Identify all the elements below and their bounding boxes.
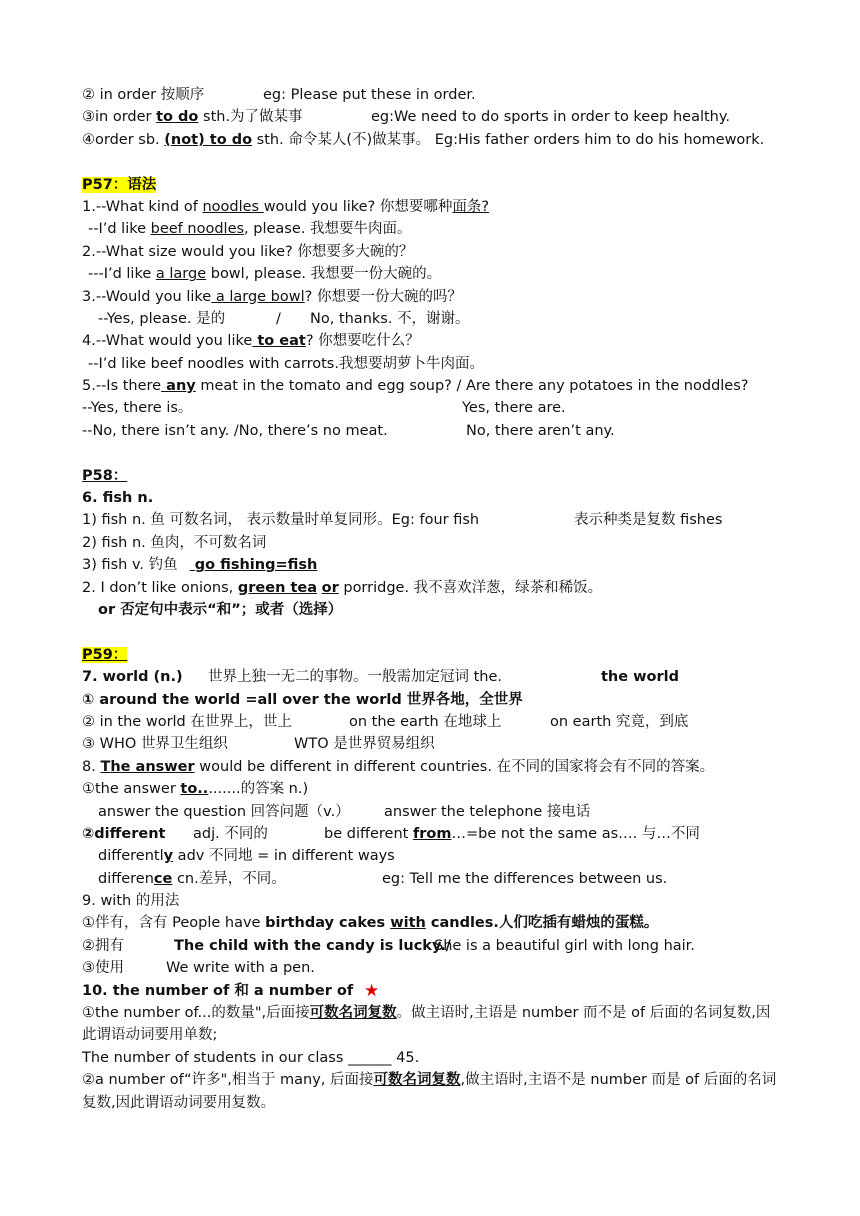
text: differen (98, 870, 154, 887)
heading: P57：语法 (82, 176, 157, 193)
text: 9. with 的用法 (82, 893, 180, 910)
text: ①伴有，含有 People have (82, 915, 266, 932)
line-differently (82, 845, 782, 867)
text: 7. world (n.) (82, 669, 183, 686)
text: ① around the world =all over the world 世界各地，全世界 (82, 691, 523, 708)
text: ② in order 按顺序 (82, 87, 205, 103)
line-q5 (82, 375, 782, 397)
text: eg: Please put these in order. (263, 87, 476, 103)
text: WTO 是世界贸易组织 (294, 736, 435, 753)
text: birthday cakes (265, 915, 391, 932)
text: or 否定句中表示“和”；或者（选择） (98, 601, 343, 618)
line-fish-1 (82, 509, 782, 531)
text: --I’d like (88, 221, 151, 238)
text: 8. (82, 758, 101, 775)
text: 。做主语时,主语是 number 而不是 of 后面的名词复数,因此谓语动词要用单数; (82, 1005, 771, 1044)
text: No, thanks. 不，谢谢。 (310, 310, 470, 327)
text: ce (153, 870, 173, 887)
text: The answer (100, 758, 195, 775)
line-a4 (82, 353, 782, 375)
line-q1 (82, 196, 782, 218)
text: No, there aren’t any. (466, 422, 615, 439)
section-heading-p58 (82, 465, 782, 487)
text: 2.--What size would you like? 你想要多大碗的？ (82, 243, 414, 260)
text: on earth 究竟，到底 (550, 713, 689, 730)
line-answer-2 (82, 801, 782, 823)
text: 2. I don’t like onions, (82, 579, 238, 596)
text: We write with a pen. (166, 960, 315, 977)
line-q4 (82, 330, 782, 352)
star-icon: ★ (364, 980, 380, 1001)
line-with-3 (82, 957, 782, 979)
text: eg:We need to do sports in order to keep healthy. (371, 109, 730, 126)
text: a large (155, 266, 207, 283)
text: a large bowl (211, 288, 305, 305)
line-in-order (82, 84, 782, 106)
text: to eat (252, 333, 306, 350)
para-the-number-of (82, 1002, 782, 1047)
text: green tea (237, 579, 318, 596)
line-answer-1 (82, 778, 782, 800)
text: , please. 我想要牛肉面。 (244, 221, 412, 238)
text: ③ WHO 世界卫生组织 (82, 736, 228, 753)
line-onions (82, 577, 782, 599)
text: --No, there isn’t any. /No, there’s no meat. (82, 422, 388, 439)
text: to do (156, 109, 199, 126)
text: noodles (202, 198, 264, 215)
text: 4.--What would you like (82, 333, 253, 350)
line-fish-3 (82, 554, 782, 576)
line-number-title (82, 980, 782, 1002)
text: 可数名词复数 (373, 1072, 461, 1089)
text: 面条? (452, 198, 490, 215)
text: differentl (98, 848, 164, 865)
text: 3) fish v. 钓鱼 (82, 557, 178, 574)
text: from (412, 825, 452, 842)
text: ①the answer (82, 781, 181, 798)
text: eg: Tell me the differences between us. (382, 870, 668, 887)
text: on the earth 在地球上 (349, 713, 502, 730)
text: 世界上独一无二的事物。一般需加定冠词 the. (208, 669, 503, 686)
text: adv 不同地 = in different ways (173, 848, 395, 865)
text: ②different (82, 825, 166, 842)
text: 表示种类是复数 fishes (574, 512, 723, 529)
text: 3.--Would you like (82, 288, 212, 305)
text: / (276, 310, 281, 327)
line-q3 (82, 286, 782, 308)
text: ② in the world 在世界上，世上 (82, 713, 292, 730)
text: ---I’d like (88, 266, 156, 283)
line-a2 (82, 263, 782, 285)
line-fish-title (82, 487, 782, 509)
text: ①the number of...的数量",后面接 (82, 1005, 310, 1022)
text: ④order sb. (82, 131, 165, 148)
text: the world (601, 669, 679, 686)
text: ③使用 (82, 960, 124, 977)
text: beef noodles (150, 221, 245, 238)
line-or-note (82, 599, 782, 621)
text: adj. 不同的 (193, 825, 268, 842)
line-answer-title (82, 756, 782, 778)
text: The child with the candy is lucky./ (174, 937, 451, 954)
text: would be different in different countries. 在不同的国家将会有不同的答案。 (194, 758, 715, 775)
text: 1.--What kind of (82, 198, 203, 215)
text: ②a number of“许多",相当于 many, 后面接 (82, 1072, 374, 1089)
line-a5-no (82, 420, 782, 442)
line-with-title (82, 890, 782, 912)
line-world-2 (82, 711, 782, 733)
text: any (161, 378, 196, 395)
line-q2 (82, 241, 782, 263)
heading: P59： (82, 646, 128, 663)
text: ③in order (82, 109, 157, 126)
text: answer the telephone 接电话 (384, 803, 591, 820)
text: go fishing=fish (189, 557, 318, 574)
line-world-title (82, 666, 782, 688)
text: 可数名词复数 (309, 1005, 397, 1022)
text: sth.为了做某事 (198, 109, 303, 126)
text: answer the question 回答问题（v.） (98, 803, 350, 820)
text: --Yes, there is。 (82, 400, 193, 417)
text: y (163, 848, 174, 865)
text: --I’d like beef noodles with carrots.我想要胡萝卜牛肉面。 (88, 355, 484, 372)
text: .......的答案 n.) (208, 781, 309, 798)
text: --Yes, please. 是的 (98, 310, 226, 327)
section-heading-p59 (82, 644, 782, 666)
text: (not) to do (164, 131, 253, 148)
text: cn.差异，不同。 (172, 870, 286, 887)
text: 1) fish n. 鱼 可数名词， 表示数量时单复同形。Eg: four fish (82, 512, 480, 529)
text: or (321, 579, 339, 596)
text: She is a beautiful girl with long hair. (434, 937, 695, 954)
text: ? 你想要吃什么？ (305, 333, 420, 350)
para-a-number-of (82, 1069, 782, 1114)
line-order-sb (82, 129, 782, 151)
line-a3 (82, 308, 782, 330)
heading: P58： (82, 467, 128, 484)
line-fish-2 (82, 532, 782, 554)
line-number-example (82, 1047, 782, 1069)
document-page (82, 84, 782, 1114)
text: …=be not the same as…. 与…不同 (451, 825, 700, 842)
text: ,做主语时,主语不是 number 而是 of 后面的名词复数,因此谓语动词要用复数。 (82, 1072, 777, 1111)
text: 10. the number of 和 a number of (82, 982, 354, 999)
text: with (390, 915, 426, 932)
text: to.. (180, 781, 209, 798)
text: 5.--Is there (82, 378, 162, 395)
line-a1 (82, 218, 782, 240)
text: Yes, there are. (462, 400, 566, 417)
line-different (82, 823, 782, 845)
line-a5-yes (82, 397, 782, 419)
text: porridge. 我不喜欢洋葱，绿茶和稀饭。 (338, 579, 603, 596)
line-with-2 (82, 935, 782, 957)
line-in-order-to-do (82, 106, 782, 128)
text: would you like? 你想要哪种 (263, 198, 453, 215)
text: meat in the tomato and egg soup? / Are there any potatoes in the noddles? (195, 378, 749, 395)
line-world-1 (82, 689, 782, 711)
text: 2) fish n. 鱼肉，不可数名词 (82, 534, 267, 551)
text: The number of students in our class ______ 45. (82, 1049, 420, 1066)
text: ②拥有 (82, 937, 124, 954)
text: bowl, please. 我想要一份大碗的。 (206, 266, 442, 283)
line-world-3 (82, 733, 782, 755)
text: candles.人们吃插有蜡烛的蛋糕。 (425, 915, 659, 932)
section-heading-p57 (82, 174, 782, 196)
text: 6. fish n. (82, 490, 154, 507)
line-difference (82, 868, 782, 890)
text: sth. 命令某人(不)做某事。 Eg:His father orders him to do his homework. (252, 131, 765, 148)
text: ? 你想要一份大碗的吗？ (304, 288, 462, 305)
line-with-1 (82, 912, 782, 934)
text: be different (324, 825, 413, 842)
